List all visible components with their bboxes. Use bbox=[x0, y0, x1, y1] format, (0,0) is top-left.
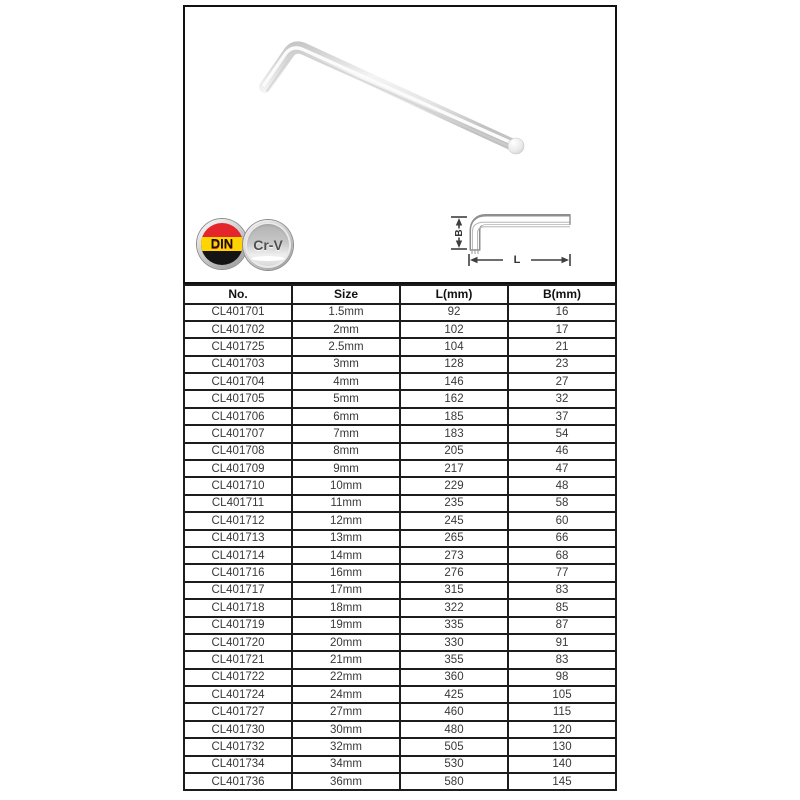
din-badge-flag bbox=[201, 223, 243, 265]
table-cell: 16 bbox=[508, 304, 616, 321]
table-row bbox=[184, 530, 616, 547]
table-cell: 162 bbox=[400, 390, 508, 407]
table-cell: CL401720 bbox=[184, 634, 292, 651]
table-cell: 217 bbox=[400, 460, 508, 477]
din-badge-label: DIN bbox=[210, 236, 234, 252]
table-cell: 22mm bbox=[292, 669, 400, 686]
table-cell: 265 bbox=[400, 530, 508, 547]
table-cell: 104 bbox=[400, 338, 508, 355]
table-cell: 580 bbox=[400, 773, 508, 790]
table-cell: 46 bbox=[508, 443, 616, 460]
table-row bbox=[184, 582, 616, 599]
crv-badge-label: Cr-V bbox=[253, 237, 283, 253]
dimension-diagram bbox=[451, 214, 570, 266]
table-row bbox=[184, 338, 616, 355]
table-cell: 102 bbox=[400, 321, 508, 338]
table-cell: 68 bbox=[508, 547, 616, 564]
table-cell: 273 bbox=[400, 547, 508, 564]
table-cell: 140 bbox=[508, 756, 616, 773]
b-dimension-label: B bbox=[454, 229, 466, 237]
table-cell: 98 bbox=[508, 669, 616, 686]
table-cell: 27 bbox=[508, 373, 616, 390]
table-row bbox=[184, 495, 616, 512]
table-cell: CL401727 bbox=[184, 703, 292, 720]
table-row bbox=[184, 564, 616, 581]
table-cell: 21mm bbox=[292, 651, 400, 668]
table-cell: 355 bbox=[400, 651, 508, 668]
table-row bbox=[184, 304, 616, 321]
table-cell: 7mm bbox=[292, 425, 400, 442]
table-cell: 37 bbox=[508, 408, 616, 425]
table-cell: 530 bbox=[400, 756, 508, 773]
table-cell: 425 bbox=[400, 686, 508, 703]
table-row bbox=[184, 773, 616, 790]
ball-end bbox=[508, 138, 524, 154]
table-cell: CL401706 bbox=[184, 408, 292, 425]
table-cell: CL401719 bbox=[184, 617, 292, 634]
table-cell: 120 bbox=[508, 721, 616, 738]
crv-badge-face bbox=[245, 222, 291, 268]
table-cell: 460 bbox=[400, 703, 508, 720]
table-cell: CL401721 bbox=[184, 651, 292, 668]
table-row bbox=[184, 321, 616, 338]
table-cell: 18mm bbox=[292, 599, 400, 616]
table-cell: CL401736 bbox=[184, 773, 292, 790]
table-cell: 2mm bbox=[292, 321, 400, 338]
table-cell: 2.5mm bbox=[292, 338, 400, 355]
table-cell: 54 bbox=[508, 425, 616, 442]
table-cell: CL401734 bbox=[184, 756, 292, 773]
table-row bbox=[184, 373, 616, 390]
table-row bbox=[184, 477, 616, 494]
table-cell: CL401730 bbox=[184, 721, 292, 738]
table-cell: CL401705 bbox=[184, 390, 292, 407]
column-header-no: No. bbox=[184, 285, 292, 304]
table-cell: CL401708 bbox=[184, 443, 292, 460]
table-cell: 19mm bbox=[292, 617, 400, 634]
table-cell: CL401714 bbox=[184, 547, 292, 564]
table-cell: 58 bbox=[508, 495, 616, 512]
table-row bbox=[184, 634, 616, 651]
table-cell: 24mm bbox=[292, 686, 400, 703]
table-cell: 105 bbox=[508, 686, 616, 703]
table-cell: 245 bbox=[400, 512, 508, 529]
table-cell: 66 bbox=[508, 530, 616, 547]
table-cell: 1.5mm bbox=[292, 304, 400, 321]
table-row bbox=[184, 703, 616, 720]
table-cell: 13mm bbox=[292, 530, 400, 547]
table-cell: 3mm bbox=[292, 356, 400, 373]
table-cell: 235 bbox=[400, 495, 508, 512]
table-cell: CL401722 bbox=[184, 669, 292, 686]
table-row bbox=[184, 756, 616, 773]
table-cell: 91 bbox=[508, 634, 616, 651]
table-cell: 6mm bbox=[292, 408, 400, 425]
table-cell: 335 bbox=[400, 617, 508, 634]
table-cell: 9mm bbox=[292, 460, 400, 477]
table-cell: 87 bbox=[508, 617, 616, 634]
table-cell: 330 bbox=[400, 634, 508, 651]
table-cell: 16mm bbox=[292, 564, 400, 581]
table-cell: CL401713 bbox=[184, 530, 292, 547]
table-cell: CL401704 bbox=[184, 373, 292, 390]
table-cell: 10mm bbox=[292, 477, 400, 494]
table-cell: 276 bbox=[400, 564, 508, 581]
column-header-size: Size bbox=[292, 285, 400, 304]
table-cell: 48 bbox=[508, 477, 616, 494]
hex-key-photo bbox=[264, 47, 524, 154]
product-sheet bbox=[183, 5, 617, 791]
table-cell: 30mm bbox=[292, 721, 400, 738]
table-cell: 14mm bbox=[292, 547, 400, 564]
table-row bbox=[184, 460, 616, 477]
table-cell: 315 bbox=[400, 582, 508, 599]
table-cell: 183 bbox=[400, 425, 508, 442]
table-row bbox=[184, 669, 616, 686]
table-cell: 130 bbox=[508, 738, 616, 755]
table-row bbox=[184, 617, 616, 634]
table-row bbox=[184, 547, 616, 564]
table-cell: CL401710 bbox=[184, 477, 292, 494]
table-cell: CL401724 bbox=[184, 686, 292, 703]
table-row bbox=[184, 738, 616, 755]
l-dimension-label: L bbox=[513, 253, 521, 266]
table-cell: CL401707 bbox=[184, 425, 292, 442]
table-row bbox=[184, 425, 616, 442]
table-cell: 20mm bbox=[292, 634, 400, 651]
table-cell: 83 bbox=[508, 582, 616, 599]
table-cell: 17mm bbox=[292, 582, 400, 599]
table-cell: CL401701 bbox=[184, 304, 292, 321]
table-cell: 60 bbox=[508, 512, 616, 529]
column-header-b: B(mm) bbox=[508, 285, 616, 304]
table-cell: CL401711 bbox=[184, 495, 292, 512]
table-row bbox=[184, 599, 616, 616]
table-cell: 115 bbox=[508, 703, 616, 720]
din-badge-band bbox=[201, 237, 243, 251]
crv-badge bbox=[243, 220, 293, 270]
table-cell: CL401703 bbox=[184, 356, 292, 373]
table-cell: 505 bbox=[400, 738, 508, 755]
table-cell: 8mm bbox=[292, 443, 400, 460]
table-row bbox=[184, 721, 616, 738]
table-cell: 4mm bbox=[292, 373, 400, 390]
spec-table-head bbox=[184, 285, 616, 304]
table-cell: 34mm bbox=[292, 756, 400, 773]
table-cell: 128 bbox=[400, 356, 508, 373]
table-cell: 11mm bbox=[292, 495, 400, 512]
table-cell: 12mm bbox=[292, 512, 400, 529]
table-cell: CL401717 bbox=[184, 582, 292, 599]
table-cell: 146 bbox=[400, 373, 508, 390]
table-cell: 21 bbox=[508, 338, 616, 355]
table-cell: CL401732 bbox=[184, 738, 292, 755]
table-cell: 229 bbox=[400, 477, 508, 494]
table-row bbox=[184, 512, 616, 529]
table-row bbox=[184, 651, 616, 668]
table-cell: 92 bbox=[400, 304, 508, 321]
table-cell: 185 bbox=[400, 408, 508, 425]
column-header-l: L(mm) bbox=[400, 285, 508, 304]
table-cell: CL401702 bbox=[184, 321, 292, 338]
table-cell: 27mm bbox=[292, 703, 400, 720]
table-cell: CL401718 bbox=[184, 599, 292, 616]
table-row bbox=[184, 443, 616, 460]
table-cell: 36mm bbox=[292, 773, 400, 790]
table-cell: CL401712 bbox=[184, 512, 292, 529]
table-cell: 23 bbox=[508, 356, 616, 373]
table-cell: 47 bbox=[508, 460, 616, 477]
table-row bbox=[184, 408, 616, 425]
table-cell: CL401716 bbox=[184, 564, 292, 581]
spec-table-body bbox=[184, 304, 616, 791]
table-cell: 32 bbox=[508, 390, 616, 407]
header-row bbox=[184, 285, 616, 304]
table-cell: 83 bbox=[508, 651, 616, 668]
table-cell: 85 bbox=[508, 599, 616, 616]
table-cell: 322 bbox=[400, 599, 508, 616]
spec-table bbox=[183, 284, 617, 791]
table-cell: CL401725 bbox=[184, 338, 292, 355]
crv-badge-shine bbox=[251, 256, 284, 261]
table-cell: 360 bbox=[400, 669, 508, 686]
table-cell: 32mm bbox=[292, 738, 400, 755]
table-cell: 77 bbox=[508, 564, 616, 581]
table-cell: 205 bbox=[400, 443, 508, 460]
din-badge bbox=[197, 219, 247, 269]
table-cell: CL401709 bbox=[184, 460, 292, 477]
product-photo-box bbox=[183, 5, 617, 284]
table-cell: 145 bbox=[508, 773, 616, 790]
table-row bbox=[184, 390, 616, 407]
table-row bbox=[184, 686, 616, 703]
table-cell: 5mm bbox=[292, 390, 400, 407]
table-cell: 480 bbox=[400, 721, 508, 738]
table-row bbox=[184, 356, 616, 373]
table-cell: 17 bbox=[508, 321, 616, 338]
